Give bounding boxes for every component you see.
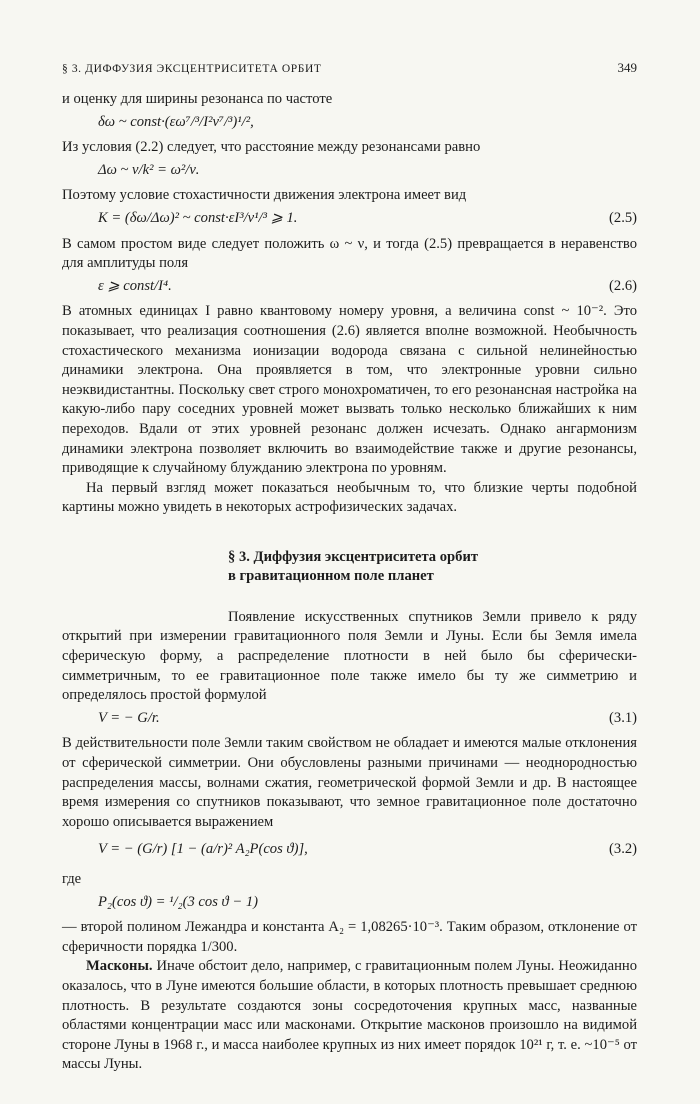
equation-number: (3.2) xyxy=(609,841,637,858)
equation-number: (2.5) xyxy=(609,209,637,226)
formula-text: V = − G/r. xyxy=(98,709,160,726)
formula-3-2 xyxy=(62,840,637,860)
formula-text: V = − (G/r) [1 − (a/r)² A₂P(cos ϑ)], xyxy=(98,841,308,858)
section-heading-line-1: § 3. Диффузия эксцентриситета орбит xyxy=(228,548,479,565)
paragraph-11-text: Иначе обстоит дело, например, с гравитационным полем Луны. Неожиданно оказалось, что в Луне имеются большие области, в которых плотность превышает среднюю плотность. В результате создаются зоны сосредоточения крупных масс, названные областями концентрации масс или масконами. Открытие масконов произошло на видимой стороне Луны в 1968 г., и масса наиболее крупных из них имеет порядок 10²¹ г, т. е. ~10⁻⁵ от массы Луны. xyxy=(62,958,637,1073)
paragraph-3: Поэтому условие стохастичности движения электрона имеет вид xyxy=(62,187,467,204)
paragraph-2: Из условия (2.2) следует, что расстояние между резонансами равно xyxy=(62,139,481,156)
paragraph-lead-mascons: Масконы. xyxy=(86,958,153,975)
paragraph-10: — второй полином Лежандра и константа A₂ = 1,08265·10⁻³. Таким образом, отклонение от сферичности порядка 1/300. xyxy=(62,919,637,955)
formula-resonance-spacing xyxy=(62,161,637,181)
equation-number: (2.6) xyxy=(609,277,637,294)
formula-2-6 xyxy=(62,277,637,297)
running-title: § 3. ДИФФУЗИЯ ЭКСЦЕНТРИСИТЕТА ОРБИТ xyxy=(62,63,322,75)
formula-text: K = (δω/Δω)² ~ const·εI³/ν¹/³ ⩾ 1. xyxy=(98,209,298,226)
formula-text: P₂(cos ϑ) = ¹/₂(3 cos ϑ − 1) xyxy=(98,893,258,910)
page-body xyxy=(62,90,637,1075)
running-header xyxy=(62,60,637,76)
formula-text: Δω ~ ν/k² = ω²/ν. xyxy=(98,161,200,178)
formula-resonance-width xyxy=(62,113,637,133)
paragraph-8: В действительности поле Земли таким свойством не обладает и имеются малые отклонения от сферической симметрии. Они обусловлены разными причинами — неоднородностью распределения массы, волнами сжатия, геометрической формой Земли и др. В настоящее время измерения со спутников показывают, что земное гравитационное поле достаточно хорошо описывается выражением xyxy=(62,735,637,830)
formula-legendre xyxy=(62,893,637,913)
formula-2-5 xyxy=(62,209,637,229)
paragraph-5: В атомных единицах I равно квантовому номеру уровня, а величина const ~ 10⁻². Это показывает, что реализация соотношения (2.6) является вполне возможной. Необычность стохастического механизма ионизации водорода связана с сильной нелинейностью динамики электрона. Она проявляется в том, что электронные уровни сильно неэквидистантны. Поскольку свет строго монохроматичен, то его резонансная настройка на какую-либо пару соседних уровней может вызвать только несколько ближайших к ним переходов. Вдали от этих уровней резонанс должен исчезать. Однако ангармонизм динамики электрона позволяет включить во взаимодействие также и другие резонансы, приводящие к случайному блужданию электрона по уровням. xyxy=(62,303,637,477)
section-heading xyxy=(62,548,637,586)
page-number: 349 xyxy=(617,60,637,75)
paragraph-9: где xyxy=(62,871,82,887)
paragraph-4: В самом простом виде следует положить ω ~ ν, и тогда (2.5) превращается в неравенство для амплитуды поля xyxy=(62,235,637,272)
paragraph-1: и оценку для ширины резонанса по частоте xyxy=(62,91,333,107)
formula-3-1 xyxy=(62,709,637,729)
equation-number: (3.1) xyxy=(609,709,637,726)
paragraph-11 xyxy=(62,957,637,1075)
paragraph-7: Появление искусственных спутников Земли привело к ряду открытий при измерении гравитационного поля Земли и Луны. Если бы Земля имела сферическую форму, а распределение плотности в ней было бы сферически-симметричным, то ее гравитационное поле также имело бы ту же симметрию и определялось простой формулой xyxy=(62,608,637,704)
section-heading-line-2: в гравитационном поле планет xyxy=(228,567,434,584)
formula-text: ε ⩾ const/I⁴. xyxy=(98,277,172,294)
formula-text: δω ~ const·(εω⁷/³/I²ν⁷/³)¹/², xyxy=(98,113,254,130)
paragraph-6: На первый взгляд может показаться необычным то, что близкие черты подобной картины можно увидеть в некоторых астрофизических задачах. xyxy=(62,479,637,516)
